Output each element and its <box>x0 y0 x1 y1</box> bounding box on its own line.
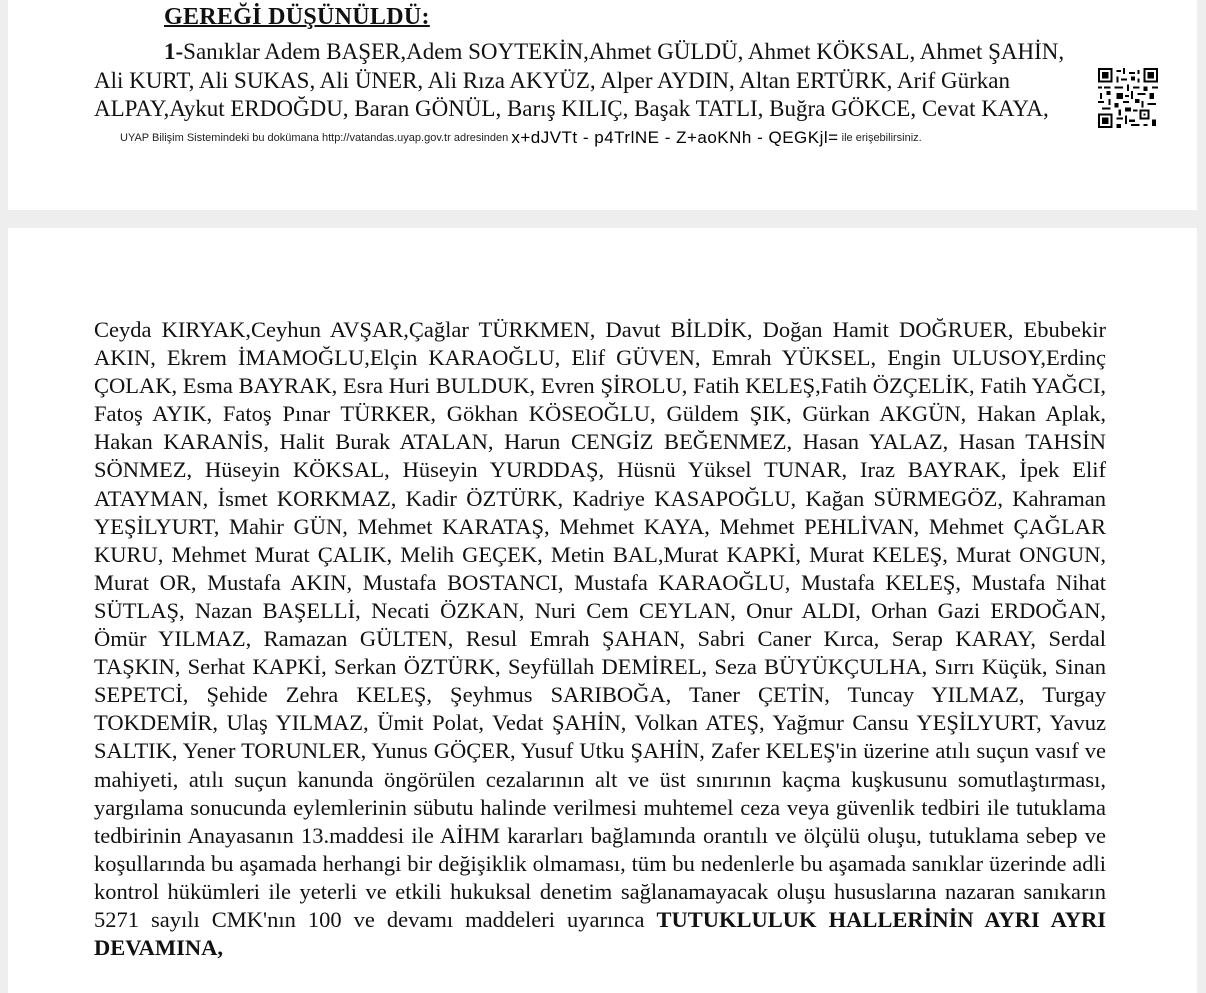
document-page-1 <box>8 0 1197 210</box>
text-line-3: ALPAY,Aykut ERDOĞDU, Baran GÖNÜL, Barış KILIÇ, Başak TATLI, Buğra GÖKCE, Cevat KAYA, <box>94 96 1049 121</box>
uyap-footer <box>120 128 922 148</box>
uyap-prefix: UYAP Bilişim Sistemindeki bu dokümana http://vatandas.uyap.gov.tr adresinden <box>120 132 509 144</box>
uyap-suffix: ile erişebilirsiniz. <box>841 132 922 144</box>
defendants-paragraph <box>94 316 1106 962</box>
paragraph-body: Ceyda KIRYAK,Ceyhun AVŞAR,Çağlar TÜRKMEN, Davut BİLDİK, Doğan Hamit DOĞRUER, Ebubekir AKIN, Ekrem İMAMOĞLU,Elçin KARAOĞLU, Elif GÜVEN, Emrah YÜKSEL, Engin ULUSOY,Erdinç ÇOLAK, Esma BAYRAK, Esra Huri BULDUK, Evren ŞİROLU, Fatih KELEŞ,Fatih ÖZÇELİK, Fatih YAĞCI, Fatoş AYIK, Fatoş Pınar TÜRKER, Gökhan KÖSEOĞLU, Güldem ŞIK, Gürkan AKGÜN, Hakan Aplak, Hakan KARANİS, Halit Burak ATALAN, Harun CENGİZ BEĞENMEZ, Hasan YALAZ, Hasan TAHSİN SÖNMEZ, Hüseyin KÖKSAL, Hüseyin YURDDAŞ, Hüsnü Yüksel TUNAR, Iraz BAYRAK, İpek Elif ATAYMAN, İsmet KORKMAZ, Kadir ÖZTÜRK, Kadriye KASAPOĞLU, Kağan SÜRMEGÖZ, Kahraman YEŞİLYURT, Mahir GÜN, Mehmet KARATAŞ, Mehmet KAYA, Mehmet PEHLİVAN, Mehmet ÇAĞLAR KURU, Mehmet Murat ÇALIK, Melih GEÇEK, Metin BAL,Murat KAPKİ, Murat KELEŞ, Murat ONGUN, Murat OR, Mustafa AKIN, Mustafa BOSTANCI, Mustafa KARAOĞLU, Mustafa KELEŞ, Mustafa Nihat SÜTLAŞ, Nazan BAŞELLİ, Necati ÖZKAN, Nuri Cem CEYLAN, Onur ALDI, Orhan Gazi ERDOĞAN, Ömür YILMAZ, Ramazan GÜLTEN, Resul Emrah ŞAHAN, Sabri Caner Kırca, Serap KARAY, Serdal TAŞKIN, Serhat KAPKİ, Serkan ÖZTÜRK, Seyfüllah DEMİREL, Seza BÜYÜKÇULHA, Sırrı Küçük, Sinan SEPETCİ, Şehide Zehra KELEŞ, Şeyhmus SARIBOĞA, Taner ÇETİN, Tuncay YILMAZ, Turgay TOKDEMİR, Ulaş YILMAZ, Ümit Polat, Vedat ŞAHİN, Volkan ATEŞ, Yağmur Cansu YEŞİLYURT, Yavuz SALTIK, Yener TORUNLER, Yunus GÖÇER, Yusuf Utku ŞAHİN, Zafer KELEŞ'in üzerine atılı suçun vasıf ve mahiyeti, atılı suçun kanunda öngörülen cezalarının alt ve üst sınırının kaçma kuşkusunu somutlaştırması, yargılama sonucunda eylemlerinin sübutu halinde verilmesi muhtemel ceza veya güvenlik tedbiri ile tutuklama tedbirinin Anayasanın 13.maddesi ile AİHM kararları bağlamında orantılı ve ölçülü oluşu, tutuklama sebep ve koşullarında bu aşamada herhangi bir değişiklik olmaması, tüm bu nedenlerle bu aşamada sanıklar üzerinde adli kontrol hükümleri ile yeterli ve etkili hukuksal denetim sağlanamayacak oluşu hususlarına nazaran sanıkarın 5271 sayılı CMK'nın 100 ve devamı maddeleri uyarınca <box>94 317 1106 932</box>
document-page-2 <box>8 228 1197 993</box>
uyap-access-code: x+dJVTt - p4TrlNE - Z+aoKNh - QEGKjl= <box>511 128 839 147</box>
decision-heading: GEREĞİ DÜŞÜNÜLDÜ: <box>164 4 430 30</box>
decision-text: TUTUKLULUK HALLERİNİN AYRI AYRI DEVAMINA, <box>94 906 1107 961</box>
line1-text: Sanıklar Adem BAŞER,Adem SOYTEKİN,Ahmet GÜLDÜ, Ahmet KÖKSAL, Ahmet ŞAHİN, <box>183 39 1065 64</box>
text-line-2: Ali KURT, Ali SUKAS, Ali ÜNER, Ali Rıza AKYÜZ, Alper AYDIN, Altan ERTÜRK, Arif Gürkan <box>94 68 1010 93</box>
qr-code-icon <box>1098 68 1158 128</box>
text-line-1 <box>164 40 1064 63</box>
item-number: 1- <box>164 39 184 64</box>
